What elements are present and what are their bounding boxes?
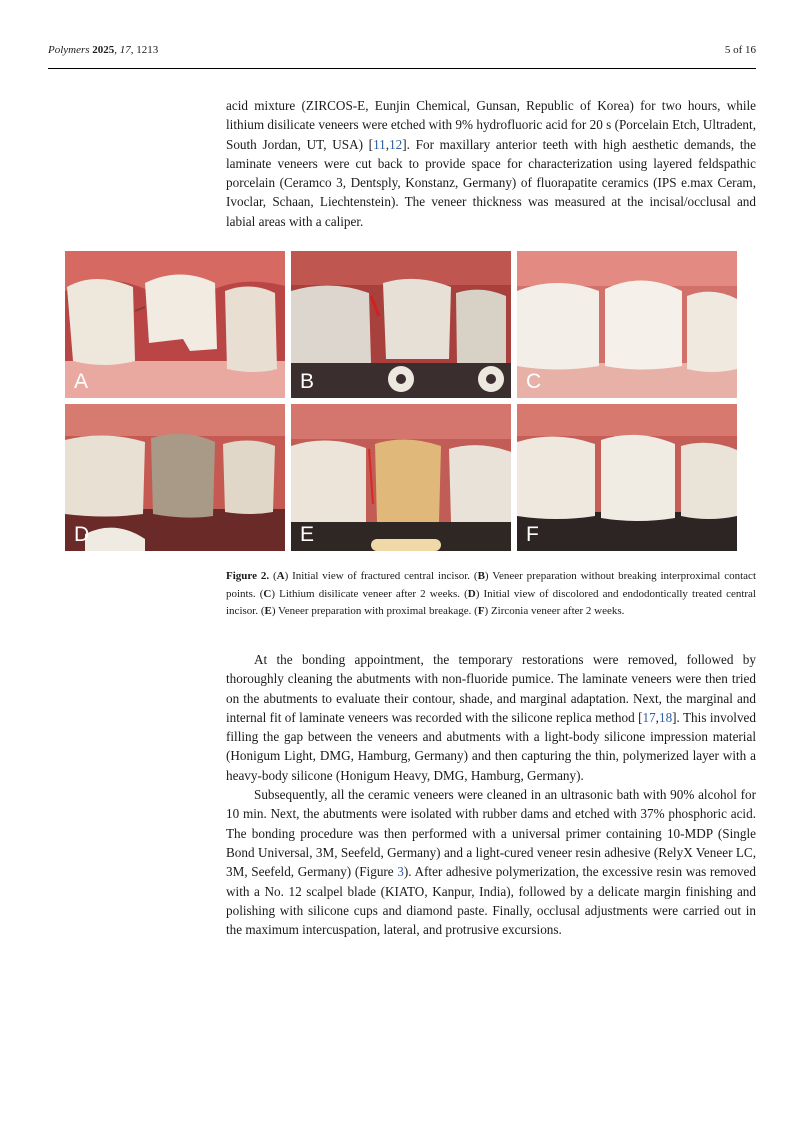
page-header (48, 44, 756, 64)
citation-link[interactable]: 18 (658, 709, 673, 725)
journal-citation: Polymers 2025, 17, 1213 (48, 44, 159, 56)
figure-panel-e (291, 404, 511, 551)
figure-panel-a (65, 251, 285, 398)
paragraph-2: At the bonding appointment, the temporary restorations were removed, followed by thoroughly cleaning the abutments with non-fluoride pumice. The laminate veneers were then tried on the abutments to evaluate their contour, shade, and marginal adaptation. Next, the marginal and internal fit of laminate veneers was recorded with the silicone replica method [17,18]. This involved filling the gap between the veneers and abutments with a light-body silicone impression material (Honigum Light, DMG, Hamburg, Germany) and then capturing the thin, polymerized layer with a heavy-body silicone (Honigum Heavy, DMG, Hamburg, Germany). (226, 652, 757, 783)
proximal-breakage-preparation-photo (291, 404, 511, 551)
panel-label: F (526, 523, 539, 546)
figure-panel-c (517, 251, 737, 398)
figure-caption: Figure 2. (A) Initial view of fractured central incisor. (B) Veneer preparation without breaking interproximal contact points. (C) Lithium disilicate veneer after 2 weeks. (D) Initial view of discolored and endodontically treated central incisor. (E) Veneer preparation with proximal breakage. (F) Zirconia veneer after 2 weeks. (226, 570, 756, 617)
paragraph-3: Subsequently, all the ceramic veneers were cleaned in an ultrasonic bath with 90% alcohol for 10 min. Next, the abutments were isolated with rubber dams and etched with 37% phosphoric acid. The bonding procedure was then performed with a universal primer containing 10-MDP (Single Bond Universal, 3M, Seefeld, Germany) and a light-cured veneer resin adhesive (RelyX Veneer LC, 3M, Seefeld, Germany) (Figure 3). After adhesive polymerization, the excessive resin was removed with a No. 12 scalpel blade (KIATO, Kanpur, India), followed by a delicate margin finishing and polishing with silicone cups and diamond paste. Finally, occlusal adjustments were carried out in the maximum intercuspation, lateral, and protrusive excursions. (226, 787, 756, 938)
paragraph-1: acid mixture (ZIRCOS-E, Eunjin Chemical, Gunsan, Republic of Korea) for two hours, while lithium disilicate veneers were etched with 9% hydrofluoric acid for 20 s (Porcelain Etch, Ultradent, South Jordan, UT, USA) [11,12]. For maxillary anterior teeth with high aesthetic demands, the laminate veneers were cut back to provide space for characterization using layered feldspathic porcelain (Ceramco 3, Dentsply, Konstanz, Germany) of fluorapatite ceramics (IPS e.max Ceram, Ivoclar, Schaan, Liechtenstein). The veneer thickness was measured at the incisal/occlusal and labial areas with a caliper. (226, 98, 756, 229)
fractured-incisor-photo (65, 251, 285, 398)
panel-label: D (74, 523, 90, 546)
zirconia-veneer-photo (517, 404, 737, 551)
figure-link[interactable]: 3 (397, 864, 404, 880)
figure-panel-b (291, 251, 511, 398)
panel-label: A (74, 370, 89, 393)
header-rule (48, 68, 756, 69)
journal-year: 2025 (92, 44, 115, 56)
lithium-disilicate-veneer-photo (517, 251, 737, 398)
page-number: 5 of 16 (724, 44, 756, 56)
paragraphs-bonding (226, 650, 756, 939)
discolored-incisor-photo (65, 404, 285, 551)
citation-link[interactable]: 11 (373, 136, 386, 152)
panel-label: E (300, 523, 315, 546)
figure-2 (65, 251, 737, 551)
veneer-preparation-photo (291, 251, 511, 398)
figure-panel-d (65, 404, 285, 551)
panel-label: C (526, 370, 542, 393)
journal-volume: 17 (119, 44, 131, 56)
citation-link[interactable]: 17 (642, 709, 656, 725)
journal-name: Polymers (48, 44, 90, 56)
figure-panel-f (517, 404, 737, 551)
panel-label: B (300, 370, 315, 393)
citation-link[interactable]: 12 (389, 136, 403, 152)
article-number: 1213 (136, 44, 159, 56)
